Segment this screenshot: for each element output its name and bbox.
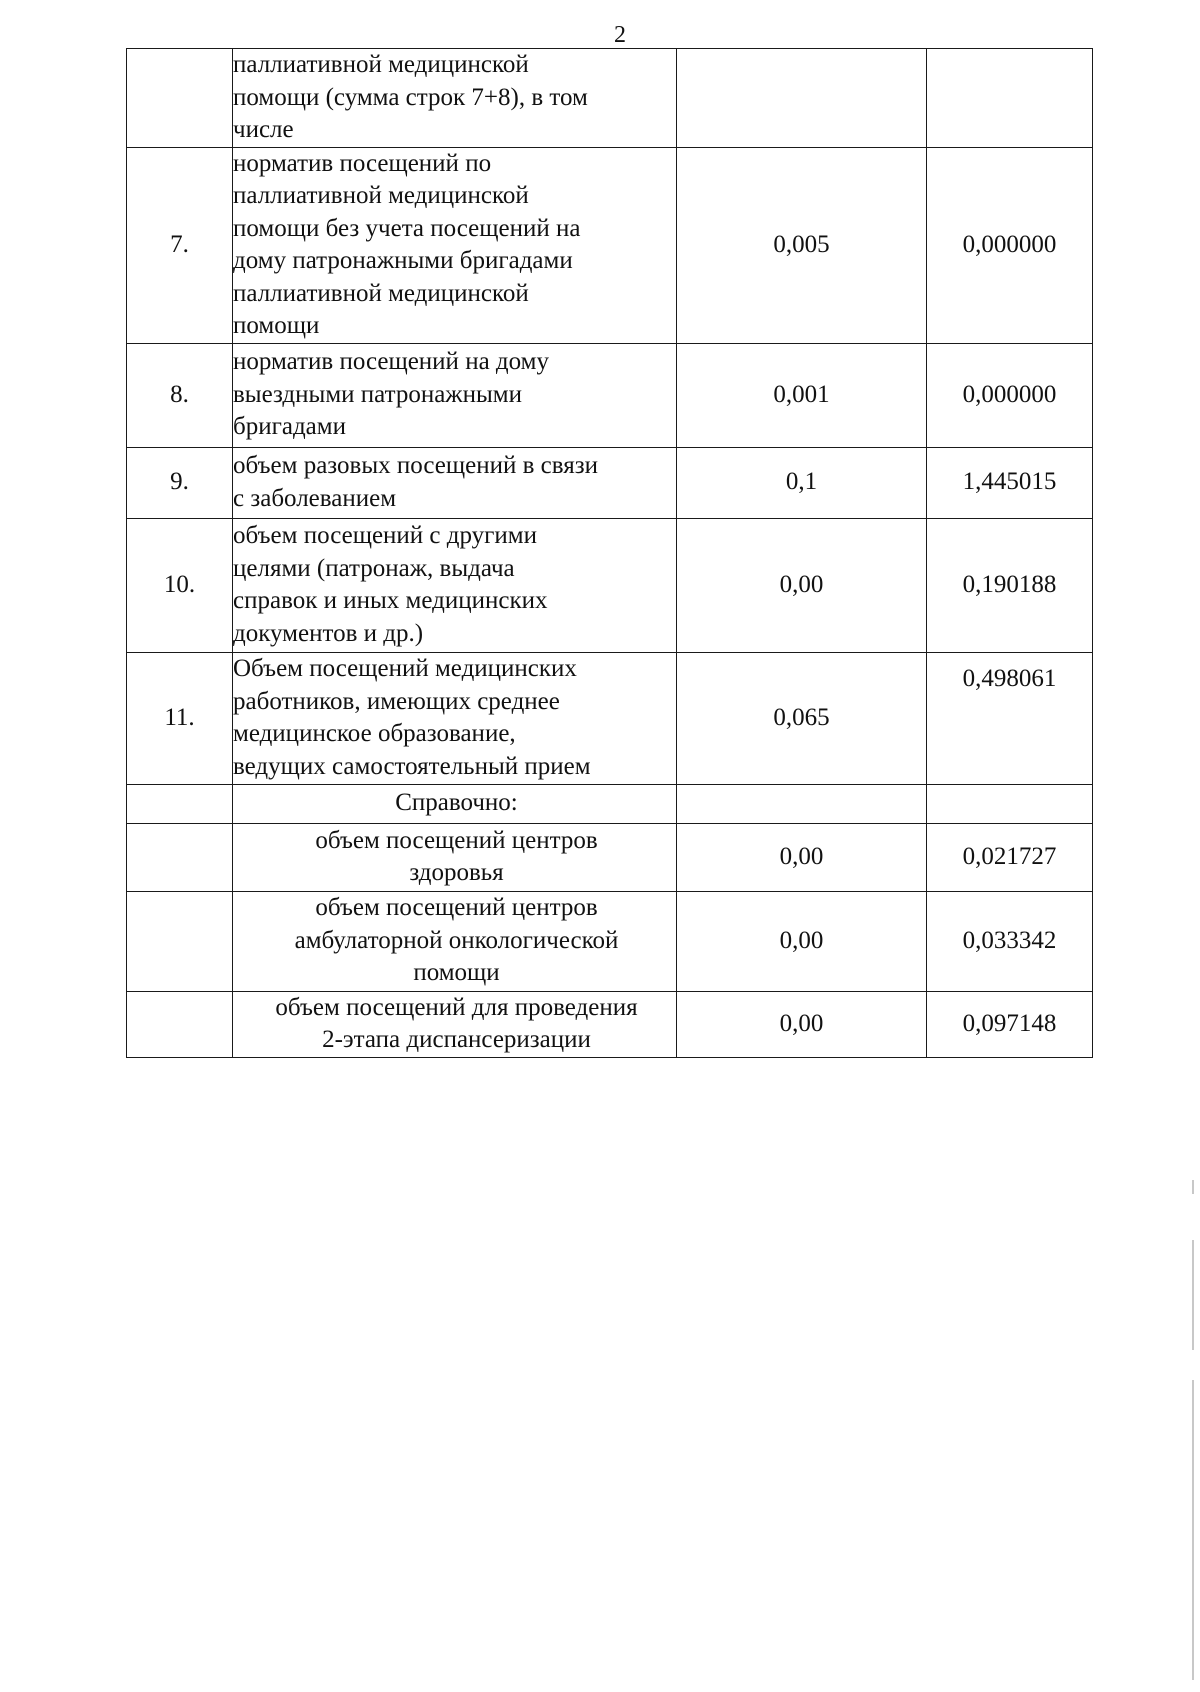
description-line: паллиативной медицинской xyxy=(233,182,529,209)
fact-value: 0,190188 xyxy=(927,518,1093,652)
row-description xyxy=(233,518,677,652)
description-line: норматив посещений на дому xyxy=(233,348,549,376)
description-line: амбулаторной онкологической xyxy=(294,926,619,954)
table-row xyxy=(127,784,1093,823)
fact-value: 0,000000 xyxy=(927,343,1093,447)
fact-value: 0,498061 xyxy=(927,652,1093,784)
row-number xyxy=(127,991,233,1057)
plan-value: 0,001 xyxy=(677,343,927,447)
description-line: Объем посещений медицинских xyxy=(233,655,577,682)
fact-value xyxy=(927,49,1093,148)
description-line: Справочно: xyxy=(395,789,518,817)
table-row xyxy=(127,343,1093,447)
table-row xyxy=(127,49,1093,148)
table-row xyxy=(127,652,1093,784)
description-line: выездными патронажными xyxy=(233,380,522,408)
plan-value xyxy=(677,784,927,823)
scan-artifact xyxy=(1192,1240,1194,1350)
description-line: медицинское образование, xyxy=(233,720,516,747)
plan-value: 0,00 xyxy=(677,823,927,891)
description-line: здоровья xyxy=(409,859,504,886)
table-row xyxy=(127,147,1093,343)
row-description xyxy=(233,49,677,148)
description-line: объем посещений с другими xyxy=(233,522,537,549)
row-number xyxy=(127,784,233,823)
description-line: дому патронажными бригадами xyxy=(233,247,573,274)
fact-value: 0,021727 xyxy=(927,823,1093,891)
description-line: объем посещений центров xyxy=(315,894,598,922)
indicators-table xyxy=(126,48,1093,1058)
fact-value: 0,000000 xyxy=(927,147,1093,343)
description-line: справок и иных медицинских xyxy=(233,587,548,614)
row-description xyxy=(233,447,677,518)
description-line: ведущих самостоятельный прием xyxy=(233,752,591,780)
row-description xyxy=(233,991,677,1057)
plan-value: 0,00 xyxy=(677,891,927,991)
description-line: 2-этапа диспансеризации xyxy=(322,1026,591,1053)
description-line: бригадами xyxy=(233,413,346,441)
row-number: 7. xyxy=(127,147,233,343)
description-line: числе xyxy=(233,116,294,143)
plan-value: 0,005 xyxy=(677,147,927,343)
table-row xyxy=(127,447,1093,518)
description-line: паллиативной медицинской xyxy=(233,279,529,307)
row-number xyxy=(127,891,233,991)
scan-artifact xyxy=(1192,1180,1194,1194)
plan-value xyxy=(677,49,927,148)
plan-value: 0,00 xyxy=(677,991,927,1057)
description-line: работников, имеющих среднее xyxy=(233,687,560,715)
description-line: помощи (сумма строк 7+8), в том xyxy=(233,83,588,111)
row-number xyxy=(127,823,233,891)
description-line: помощи xyxy=(413,959,500,987)
table-row xyxy=(127,518,1093,652)
fact-value: 0,097148 xyxy=(927,991,1093,1057)
description-line: помощи xyxy=(233,312,320,339)
description-line: норматив посещений по xyxy=(233,149,492,177)
description-line: объем посещений центров xyxy=(315,826,598,854)
table-row xyxy=(127,991,1093,1057)
row-description xyxy=(233,147,677,343)
plan-value: 0,00 xyxy=(677,518,927,652)
row-number: 8. xyxy=(127,343,233,447)
row-description xyxy=(233,343,677,447)
description-line: документов и др.) xyxy=(233,619,424,647)
page-number: 2 xyxy=(614,22,626,48)
description-line: паллиативной медицинской xyxy=(233,51,529,78)
plan-value: 0,1 xyxy=(677,447,927,518)
table-row xyxy=(127,891,1093,991)
row-description xyxy=(233,891,677,991)
row-number: 9. xyxy=(127,447,233,518)
table-row xyxy=(127,823,1093,891)
reference-heading xyxy=(233,784,677,823)
description-line: с заболеванием xyxy=(233,484,397,512)
row-number: 11. xyxy=(127,652,233,784)
fact-value: 0,033342 xyxy=(927,891,1093,991)
row-description xyxy=(233,652,677,784)
description-line: целями (патронаж, выдача xyxy=(233,554,515,582)
plan-value: 0,065 xyxy=(677,652,927,784)
fact-value: 1,445015 xyxy=(927,447,1093,518)
fact-value xyxy=(927,784,1093,823)
row-number: 10. xyxy=(127,518,233,652)
description-line: помощи без учета посещений на xyxy=(233,214,581,242)
row-number xyxy=(127,49,233,148)
description-line: объем посещений для проведения xyxy=(275,993,638,1021)
row-description xyxy=(233,823,677,891)
description-line: объем разовых посещений в связи xyxy=(233,452,598,479)
scan-artifact xyxy=(1192,1380,1194,1680)
